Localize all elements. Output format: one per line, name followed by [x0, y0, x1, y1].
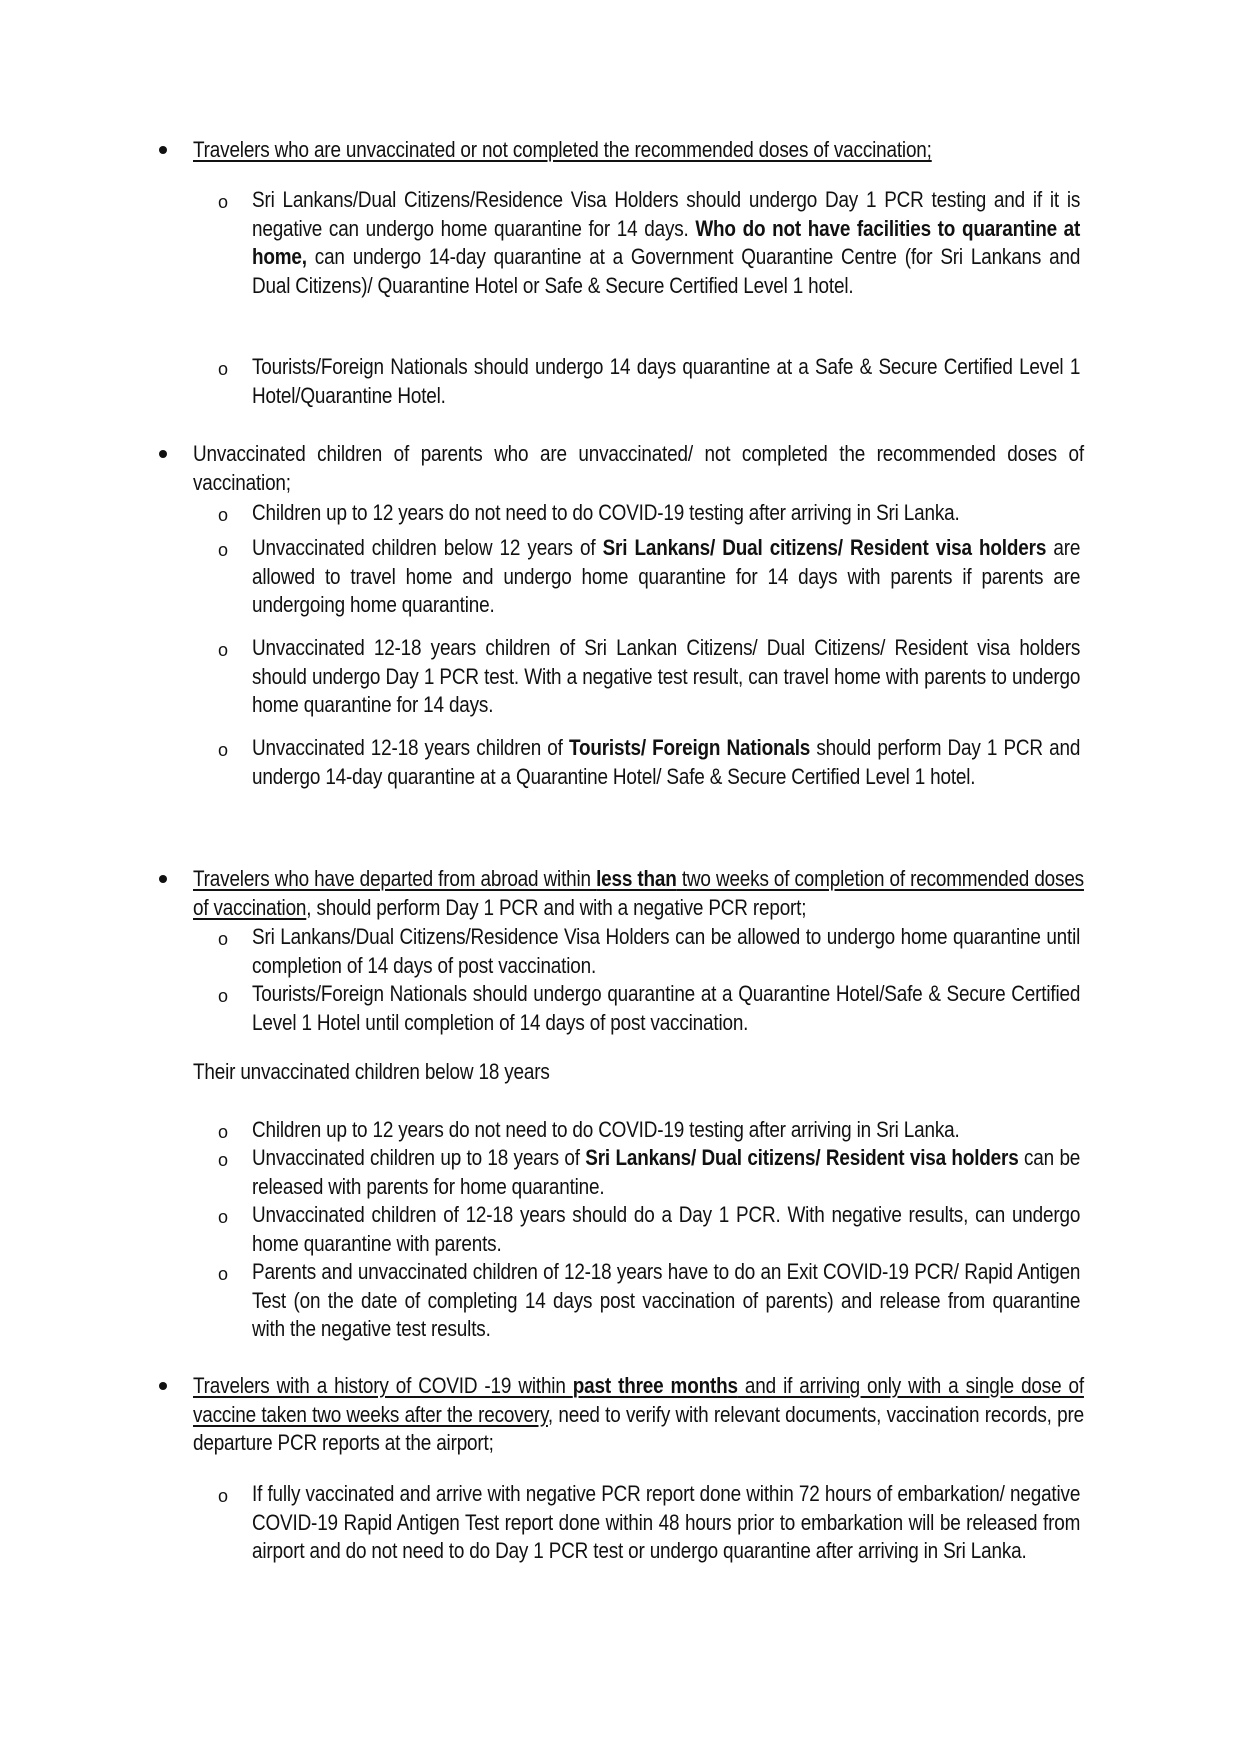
sub-bullet-icon: o: [218, 1264, 229, 1284]
sub-bullet-icon: o: [218, 540, 229, 560]
section-3-sub-item-4: [252, 1258, 1215, 1344]
section-3-item-1: [252, 923, 1215, 980]
bold-underlined-text: past three months: [572, 1373, 738, 1398]
text: Parents and unvaccinated children of 12-18 years have to do an Exit COVID-19 PCR/ Rapid Antigen Test (on the date of completing 14 days post vaccination of parents) and release from quarantine with the negative test results.: [252, 1259, 1081, 1341]
text: Children up to 12 years do not need to do COVID-19 testing after arriving in Sri Lanka.: [252, 500, 960, 525]
section-1-item-1: [252, 186, 1215, 300]
section-3-sub-item-2: [252, 1144, 1215, 1201]
text: can be released with parents for home quarantine.: [252, 1145, 1081, 1199]
section-4-heading: [193, 1372, 1229, 1458]
sub-bullet-icon: o: [218, 986, 229, 1006]
section-3-item-2: [252, 980, 1215, 1037]
underlined-text: Travelers with a history of COVID -19 within: [193, 1373, 573, 1398]
bold-text: Sri Lankans/ Dual citizens/ Resident visa holders: [602, 535, 1047, 560]
section-4-item-1: [252, 1480, 1215, 1566]
text: Tourists/Foreign Nationals should undergo 14 days quarantine at a Safe & Secure Certified Level 1 Hotel/Quarantine Hotel.: [252, 354, 1081, 408]
text: Sri Lankans/Dual Citizens/Residence Visa Holders should undergo Day 1 PCR testing and if it is negative can undergo home quarantine for 14 days.: [252, 187, 1081, 241]
section-3-subheading: [193, 1058, 893, 1087]
text: Children up to 12 years do not need to do COVID-19 testing after arriving in Sri Lanka.: [252, 1117, 960, 1142]
text: , should perform Day 1 PCR and with a negative PCR report;: [306, 894, 807, 920]
section-2-heading-text: Unvaccinated children of parents who are unvaccinated/ not completed the recommended doses of vaccination;: [193, 441, 1084, 495]
subheading-text: Their unvaccinated children below 18 years: [193, 1059, 550, 1084]
sub-bullet-icon: o: [218, 359, 229, 379]
section-1-heading-text: Travelers who are unvaccinated or not completed the recommended doses of vaccination;: [193, 137, 932, 162]
bold-text: Tourists/ Foreign Nationals: [568, 735, 811, 760]
text: If fully vaccinated and arrive with negative PCR report done within 72 hours of embarkation/ negative COVID-19 Rapid Antigen Test report done within 48 hours prior to embarkation will be released from airport and do not need to do Day 1 PCR test or undergo quarantine after arriving in Sri Lanka.: [252, 1481, 1081, 1563]
section-3-sub-item-1: [252, 1116, 1241, 1145]
text: Unvaccinated children of 12-18 years should do a Day 1 PCR. With negative results, can undergo home quarantine with parents.: [252, 1202, 1081, 1256]
sub-bullet-icon: o: [218, 740, 229, 760]
text: can undergo 14-day quarantine at a Government Quarantine Centre (for Sri Lankans and Dual Citizens)/ Quarantine Hotel or Safe & Secure Certified Level 1 hotel.: [252, 244, 1081, 298]
sub-bullet-icon: o: [218, 505, 229, 525]
section-2-item-1: [252, 499, 1241, 528]
bullet-icon: [159, 875, 167, 883]
bold-underlined-text: less than: [596, 866, 677, 891]
sub-bullet-icon: o: [218, 192, 229, 212]
bullet-icon: [159, 1382, 167, 1390]
sub-bullet-icon: o: [218, 1122, 229, 1142]
text: Unvaccinated 12-18 years children of: [252, 735, 569, 760]
text: Unvaccinated children below 12 years of: [252, 535, 603, 560]
text: Sri Lankans/Dual Citizens/Residence Visa Holders can be allowed to undergo home quarantine until completion of 14 days of post vaccination.: [252, 924, 1081, 978]
sub-bullet-icon: o: [218, 929, 229, 949]
text: , need to verify with relevant documents, vaccination records, pre departure PCR reports at the airport;: [193, 1401, 1084, 1455]
text: should perform Day 1 PCR and undergo 14-day quarantine at a Quarantine Hotel/ Safe & Secure Certified Level 1 hotel.: [252, 735, 1081, 789]
bold-text: Who do not have facilities to quarantine at home,: [252, 215, 1081, 269]
sub-bullet-icon: o: [218, 1207, 229, 1227]
section-2-item-2: [252, 534, 1215, 620]
text: Tourists/Foreign Nationals should undergo quarantine at a Quarantine Hotel/Safe & Secure Certified Level 1 Hotel until completion of 14 days of post vaccination.: [252, 981, 1081, 1035]
underlined-text: two weeks of completion of recommended doses of vaccination: [193, 866, 1084, 920]
sub-bullet-icon: o: [218, 1486, 229, 1506]
bullet-icon: [159, 450, 167, 458]
section-1-heading: [193, 136, 1238, 165]
section-2-heading: [193, 440, 1229, 497]
section-3-sub-item-3: [252, 1201, 1215, 1258]
underlined-text: and if arriving only with a single dose of vaccine taken two weeks after the recovery: [193, 1373, 1084, 1427]
text: Unvaccinated children up to 18 years of: [252, 1145, 586, 1170]
underlined-text: Travelers who have departed from abroad within: [193, 866, 597, 891]
bold-text: Sri Lankans/ Dual citizens/ Resident visa holders: [585, 1145, 1019, 1170]
bullet-icon: [159, 146, 167, 154]
section-2-item-3: [252, 634, 1215, 720]
sub-bullet-icon: o: [218, 1150, 229, 1170]
text: are allowed to travel home and undergo home quarantine for 14 days with parents if parents are undergoing home quarantine.: [252, 535, 1081, 617]
section-3-heading: [193, 865, 1229, 922]
sub-bullet-icon: o: [218, 640, 229, 660]
section-2-item-4: [252, 734, 1215, 791]
text: Unvaccinated 12-18 years children of Sri Lankan Citizens/ Dual Citizens/ Resident visa holders should undergo Day 1 PCR test. With a negative test result, can travel home with parents to undergo home quarantine for 14 days.: [252, 635, 1081, 717]
section-1-item-2: [252, 353, 1215, 410]
